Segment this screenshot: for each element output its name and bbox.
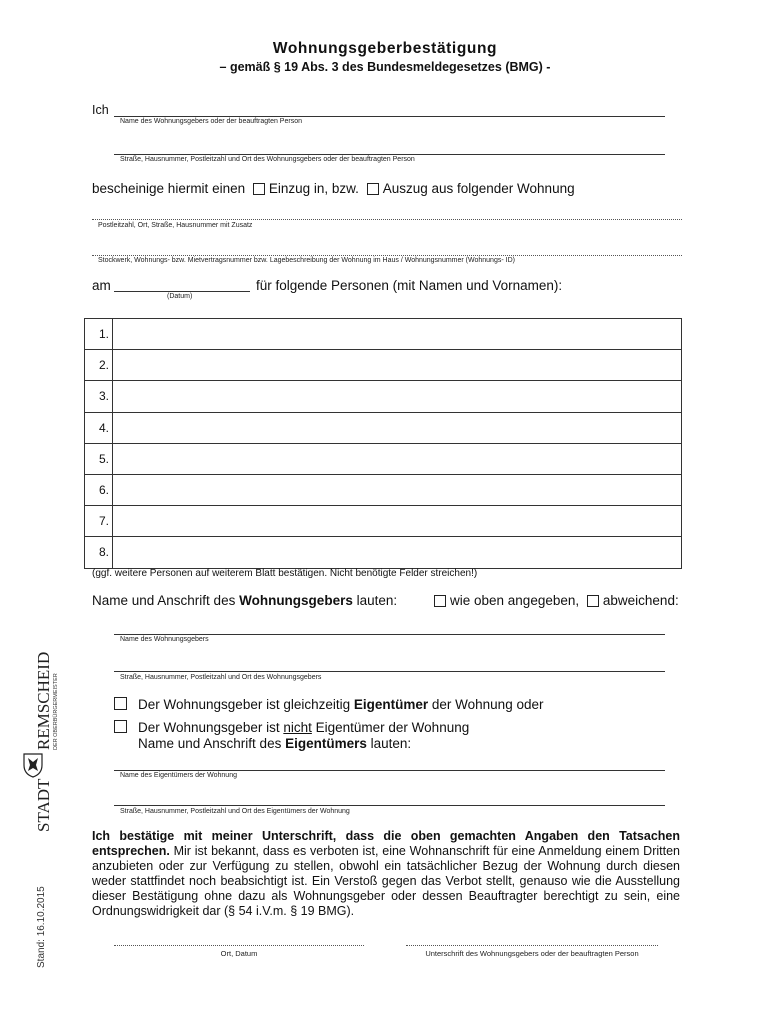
apartment-address-hint: Postleitzahl, Ort, Straße, Hausnummer mit Zusatz bbox=[98, 222, 253, 229]
place-date-input-line[interactable] bbox=[114, 945, 364, 946]
person-row-number: 8. bbox=[85, 537, 113, 568]
signature-input-line[interactable] bbox=[406, 945, 658, 946]
owner-addr-bold: Eigentümers bbox=[285, 736, 367, 751]
person-row-number: 4. bbox=[85, 412, 113, 443]
person-row bbox=[85, 443, 682, 474]
move-out-label: Auszug aus folgender Wohnung bbox=[382, 181, 575, 196]
giver-name2-hint: Name des Wohnungsgebers bbox=[120, 636, 209, 643]
is-owner-post: der Wohnung oder bbox=[428, 697, 544, 712]
not-owner-label bbox=[138, 720, 469, 752]
giver-heading-pre: Name und Anschrift des bbox=[92, 593, 240, 608]
signature-hint: Unterschrift des Wohnungsgebers oder der beauftragten Person bbox=[425, 949, 639, 958]
is-owner-bold: Eigentümer bbox=[353, 697, 429, 712]
is-owner-pre: Der Wohnungsgeber ist gleichzeitig bbox=[138, 697, 354, 712]
certify-row bbox=[92, 181, 575, 196]
not-owner-pre: Der Wohnungsgeber ist bbox=[138, 720, 284, 735]
legal-bold: Ich bestätige mit meiner Unterschrift, dass die oben gemachten Angaben den Tatsachen entsprechen. bbox=[92, 829, 680, 858]
person-row bbox=[85, 350, 682, 381]
person-name-field[interactable] bbox=[113, 537, 682, 568]
city-name: REMSCHEID bbox=[34, 651, 53, 750]
not-owner-checkbox[interactable] bbox=[114, 720, 127, 733]
person-name-field[interactable] bbox=[113, 412, 682, 443]
giver-diff-label: abweichend: bbox=[602, 593, 679, 608]
person-row-number: 7. bbox=[85, 506, 113, 537]
person-row-number: 1. bbox=[85, 319, 113, 350]
person-row bbox=[85, 319, 682, 350]
owner-addr-pre: Name und Anschrift des bbox=[138, 736, 286, 751]
person-row bbox=[85, 506, 682, 537]
am-label: am bbox=[92, 278, 111, 293]
page-subtitle: – gemäß § 19 Abs. 3 des Bundesmeldegesetzes (BMG) - bbox=[219, 60, 551, 74]
giver-options bbox=[430, 593, 679, 608]
giver-address2-hint: Straße, Hausnummer, Postleitzahl und Ort des Wohnungsgebers bbox=[120, 674, 322, 681]
date-hint: (Datum) bbox=[167, 293, 193, 300]
giver-name-hint: Name des Wohnungsgebers oder der beauftragten Person bbox=[120, 118, 302, 125]
not-owner-underline: nicht bbox=[283, 720, 312, 735]
giver-diff-checkbox[interactable] bbox=[587, 595, 599, 607]
move-in-label: Einzug in, bzw. bbox=[268, 181, 359, 196]
ich-label: Ich bbox=[92, 103, 109, 117]
giver-same-checkbox[interactable] bbox=[434, 595, 446, 607]
stand-date: Stand: 16.10.2015 bbox=[36, 886, 47, 968]
move-out-checkbox[interactable] bbox=[367, 183, 379, 195]
owner-name-hint: Name des Eigentümers der Wohnung bbox=[120, 772, 237, 779]
person-name-field[interactable] bbox=[113, 443, 682, 474]
persons-table bbox=[84, 318, 682, 569]
giver-name-input-line[interactable] bbox=[114, 116, 665, 117]
owner-address-input-line[interactable] bbox=[114, 805, 665, 806]
person-row bbox=[85, 412, 682, 443]
giver-name2-input-line[interactable] bbox=[114, 634, 665, 635]
date-input-line[interactable] bbox=[114, 291, 250, 292]
mayor-label: DER OBERBÜRGERMEISTER bbox=[53, 673, 59, 750]
is-owner-checkbox[interactable] bbox=[114, 697, 127, 710]
legal-body: Mir ist bekannt, dass es verboten ist, eine Wohnanschrift für eine Anmeldung einem Dritten anzubieten oder zur Verfügung zu stellen, obwohl ein tatsächlicher Bezug der Wohnung durch diesen weder stattfindet noch beabsichtigt ist. Ein Verstoß gegen das Verbot stellt, genauso wie die Ausstellung dieser Bestätigung ohne dazu als Wohnungsgeber oder dessen Beauftragter berechtigt zu sein, eine Ordnungswidrigkeit dar (§ 54 i.V.m. § 19 BMG). bbox=[92, 844, 680, 918]
person-row bbox=[85, 381, 682, 412]
giver-heading bbox=[92, 593, 397, 608]
person-row-number: 5. bbox=[85, 443, 113, 474]
person-row-number: 3. bbox=[85, 381, 113, 412]
person-row bbox=[85, 537, 682, 568]
person-row-number: 6. bbox=[85, 474, 113, 505]
coat-of-arms-icon bbox=[22, 752, 44, 778]
person-name-field[interactable] bbox=[113, 350, 682, 381]
persons-note: (ggf. weitere Personen auf weiterem Blatt bestätigen. Nicht benötigte Felder streichen!) bbox=[92, 568, 478, 579]
giver-heading-post: lauten: bbox=[352, 593, 398, 608]
giver-address2-input-line[interactable] bbox=[114, 671, 665, 672]
certify-prefix: bescheinige hiermit einen bbox=[92, 181, 246, 196]
floor-hint: Stockwerk, Wohnungs- bzw. Mietvertragsnummer bzw. Lagebeschreibung der Wohnung im Haus / Wohnungsnummer (Wohnungs- ID) bbox=[98, 257, 515, 264]
person-row-number: 2. bbox=[85, 350, 113, 381]
not-owner-post: Eigentümer der Wohnung bbox=[311, 720, 470, 735]
person-name-field[interactable] bbox=[113, 381, 682, 412]
move-in-checkbox[interactable] bbox=[253, 183, 265, 195]
person-row bbox=[85, 474, 682, 505]
person-name-field[interactable] bbox=[113, 474, 682, 505]
floor-input-line[interactable] bbox=[92, 255, 682, 256]
page-title: Wohnungsgeberbestätigung bbox=[272, 40, 498, 57]
giver-same-label: wie oben angegeben, bbox=[450, 593, 580, 608]
city-prefix: STADT bbox=[34, 778, 53, 832]
owner-address-hint: Straße, Hausnummer, Postleitzahl und Ort des Eigentümers der Wohnung bbox=[120, 808, 350, 815]
legal-text bbox=[92, 829, 680, 919]
owner-name-input-line[interactable] bbox=[114, 770, 665, 771]
place-date-hint: Ort, Datum bbox=[220, 949, 258, 958]
person-name-field[interactable] bbox=[113, 319, 682, 350]
apartment-address-input-line[interactable] bbox=[92, 219, 682, 220]
person-name-field[interactable] bbox=[113, 506, 682, 537]
giver-address-hint: Straße, Hausnummer, Postleitzahl und Ort des Wohnungsgebers oder der beauftragten Person bbox=[120, 156, 415, 163]
persons-label: für folgende Personen (mit Namen und Vornamen): bbox=[256, 278, 563, 293]
owner-addr-post: lauten: bbox=[366, 736, 412, 751]
giver-address-input-line[interactable] bbox=[114, 154, 665, 155]
giver-heading-bold: Wohnungsgebers bbox=[239, 593, 353, 608]
is-owner-label bbox=[138, 697, 543, 712]
